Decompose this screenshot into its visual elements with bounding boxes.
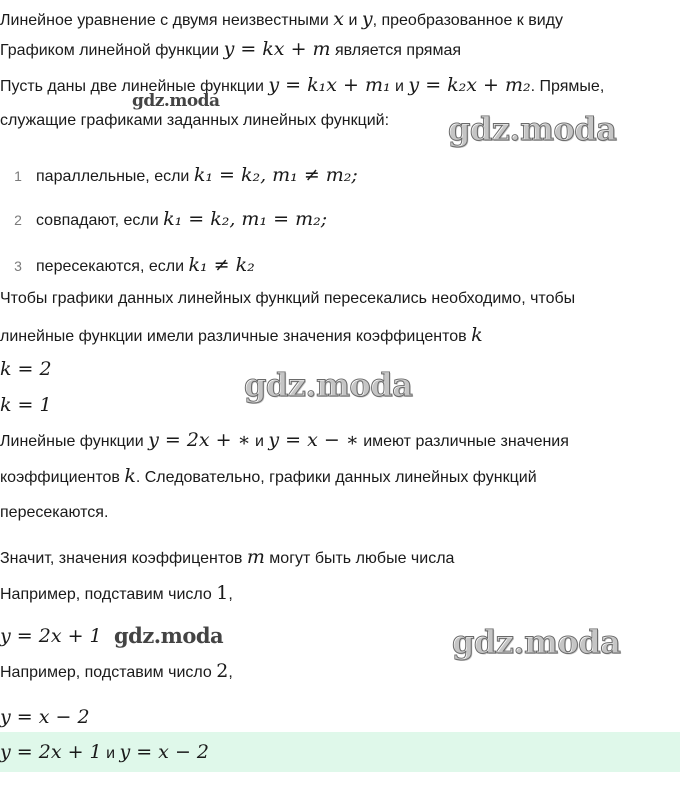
watermark-logo: gdz.moda: [244, 366, 413, 404]
math-formula: y = 2x + 1: [0, 625, 102, 647]
watermark-logo: gdz.moda: [114, 623, 224, 648]
paragraph-line: [0, 465, 537, 489]
math-formula: k₁ = k₂, m₁ ≠ m₂;: [193, 164, 358, 186]
paragraph-line: [0, 546, 454, 570]
math-number: 2: [216, 660, 229, 682]
text: линейные функции имели различные значения коэффицентов: [0, 328, 472, 345]
text: Линейные функции: [0, 433, 149, 450]
list-number: 3: [14, 258, 22, 274]
math-k: k: [124, 465, 136, 487]
text: Например, подставим число: [0, 586, 217, 603]
math-formula: y = k₂x + m₂: [408, 74, 531, 96]
text: ,: [228, 664, 233, 681]
math-number: 1: [216, 582, 229, 604]
math-formula: y = k₁x + m₁: [268, 74, 391, 96]
answer-line: [0, 741, 209, 765]
watermark-logo: gdz.moda: [452, 623, 621, 661]
math-y: y: [361, 8, 373, 30]
paragraph-line: [0, 502, 108, 524]
equation: [0, 394, 52, 418]
text: и: [101, 745, 120, 762]
text: . Следовательно, графики данных линейных функций: [135, 469, 537, 486]
text: и: [390, 78, 409, 95]
paragraph-line: [0, 288, 575, 310]
intro-line-3: [0, 74, 604, 98]
text: пересекаются, если: [36, 258, 189, 275]
math-formula: k = 2: [0, 358, 52, 380]
list-number: 2: [14, 212, 22, 228]
text: , преобразованное к виду: [372, 12, 564, 29]
text: ,: [228, 586, 233, 603]
text: Например, подставим число: [0, 664, 217, 681]
math-formula: y = kx + m: [223, 38, 331, 60]
text: пересекаются.: [0, 504, 109, 521]
math-k: k: [471, 324, 483, 346]
intro-line-1: [0, 8, 563, 32]
math-formula: y = x − 2: [119, 741, 209, 763]
math-formula: y = 2x + ∗: [148, 429, 251, 451]
paragraph-line: [0, 324, 483, 348]
math-m: m: [246, 546, 265, 568]
text: и: [250, 433, 269, 450]
paragraph-line: [0, 429, 569, 453]
list-item: [0, 254, 255, 278]
text: является прямая: [330, 42, 462, 59]
text: Пусть даны две линейные функции: [0, 78, 269, 95]
watermark-logo: gdz.moda: [448, 110, 617, 148]
text: совпадают, если: [36, 212, 164, 229]
math-formula: y = 2x + 1: [0, 741, 102, 763]
list-item: [0, 164, 358, 188]
watermark-logo: gdz.moda: [132, 91, 220, 111]
paragraph-line: [0, 660, 233, 684]
list-number: 1: [14, 168, 22, 184]
text: параллельные, если: [36, 168, 194, 185]
text: коэффициентов: [0, 469, 125, 486]
intro-line-4: [0, 110, 389, 132]
text: имеют различные значения: [358, 433, 569, 450]
math-formula: k₁ = k₂, m₁ = m₂;: [163, 208, 328, 230]
math-formula: y = x − 2: [0, 706, 90, 728]
equation: [0, 358, 52, 382]
text: Значит, значения коэффицентов: [0, 550, 247, 567]
paragraph-line: [0, 582, 233, 606]
text: могут быть любые числа: [264, 550, 455, 567]
list-item: [0, 208, 327, 232]
equation: [0, 706, 90, 730]
text: Линейное уравнение с двумя неизвестными: [0, 12, 334, 29]
math-formula: y = x − ∗: [268, 429, 359, 451]
intro-line-2: [0, 38, 461, 62]
text: Чтобы графики данных линейных функций пересекались необходимо, чтобы: [0, 290, 576, 307]
math-x: x: [333, 8, 345, 30]
text: Графиком линейной функции: [0, 42, 224, 59]
text: . Прямые,: [530, 78, 605, 95]
text: служащие графиками заданных линейных функций:: [0, 112, 390, 129]
math-formula: k₁ ≠ k₂: [188, 254, 255, 276]
text: и: [344, 12, 362, 29]
equation: [0, 625, 102, 649]
math-formula: k = 1: [0, 394, 52, 416]
